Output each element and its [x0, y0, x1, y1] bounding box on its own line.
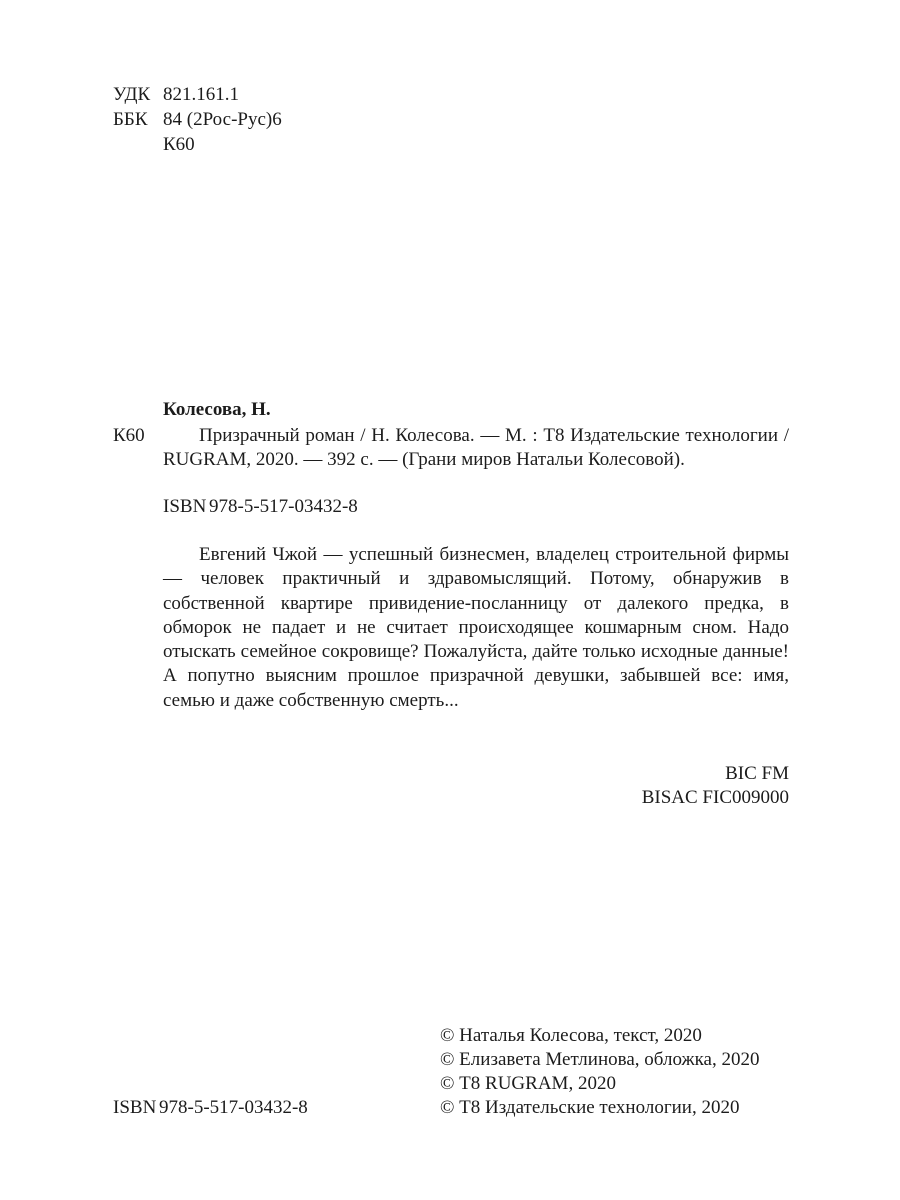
copyright-line: © Т8 Издательские технологии, 2020: [440, 1097, 740, 1118]
author-name: Колесова, Н.: [163, 399, 271, 420]
isbn-bottom-label: ISBN: [113, 1097, 157, 1118]
bbk-line: [113, 108, 282, 132]
copyright-block: [440, 1024, 759, 1120]
annotation-paragraph: Евгений Чжой — успешный бизнесмен, владелец строительной фирмы — человек практичный и здравомыслящий. Потому, обнаружив в собственной квартире привидение-посланницу от далекого предка, в обморок не падает и не считает происходящее кошмарным сном. Надо отыскать семейное сокровище? Пожалуйста, дайте только исходные данные! А попутно выясним прошлое призрачной девушки, забывшей все: имя, семью и даже собственную смерть...: [163, 544, 789, 711]
copyright-line: © Наталья Колесова, текст, 2020: [440, 1025, 702, 1046]
bbk-label: ББК: [113, 109, 148, 130]
isbn-bottom-value: 978-5-517-03432-8: [159, 1097, 308, 1118]
udk-value: 821.161.1: [163, 84, 239, 105]
bic-code: BIC FM: [725, 763, 789, 784]
udk-label: УДК: [113, 84, 151, 105]
isbn-label: ISBN: [163, 496, 207, 517]
bibliographic-description: Призрачный роман / Н. Колесова. — М. : Т8 Издательские технологии / RUGRAM, 2020. — 392 с. — (Грани миров Натальи Колесовой).: [163, 425, 789, 470]
subject-codes: [642, 762, 789, 810]
copyright-line: © Елизавета Метлинова, обложка, 2020: [440, 1049, 760, 1070]
author-mark-top: К60: [163, 134, 195, 155]
copyright-line: © Т8 RUGRAM, 2020: [440, 1073, 616, 1094]
isbn-bottom-line: [113, 1096, 308, 1120]
isbn-value: 978-5-517-03432-8: [209, 496, 358, 517]
isbn-line: [163, 495, 358, 519]
udk-line: [113, 83, 239, 107]
bbk-value: 84 (2Рос-Рус)6: [163, 109, 282, 130]
author-mark-record: К60: [113, 425, 145, 446]
bisac-code: BISAC FIC009000: [641, 787, 789, 808]
